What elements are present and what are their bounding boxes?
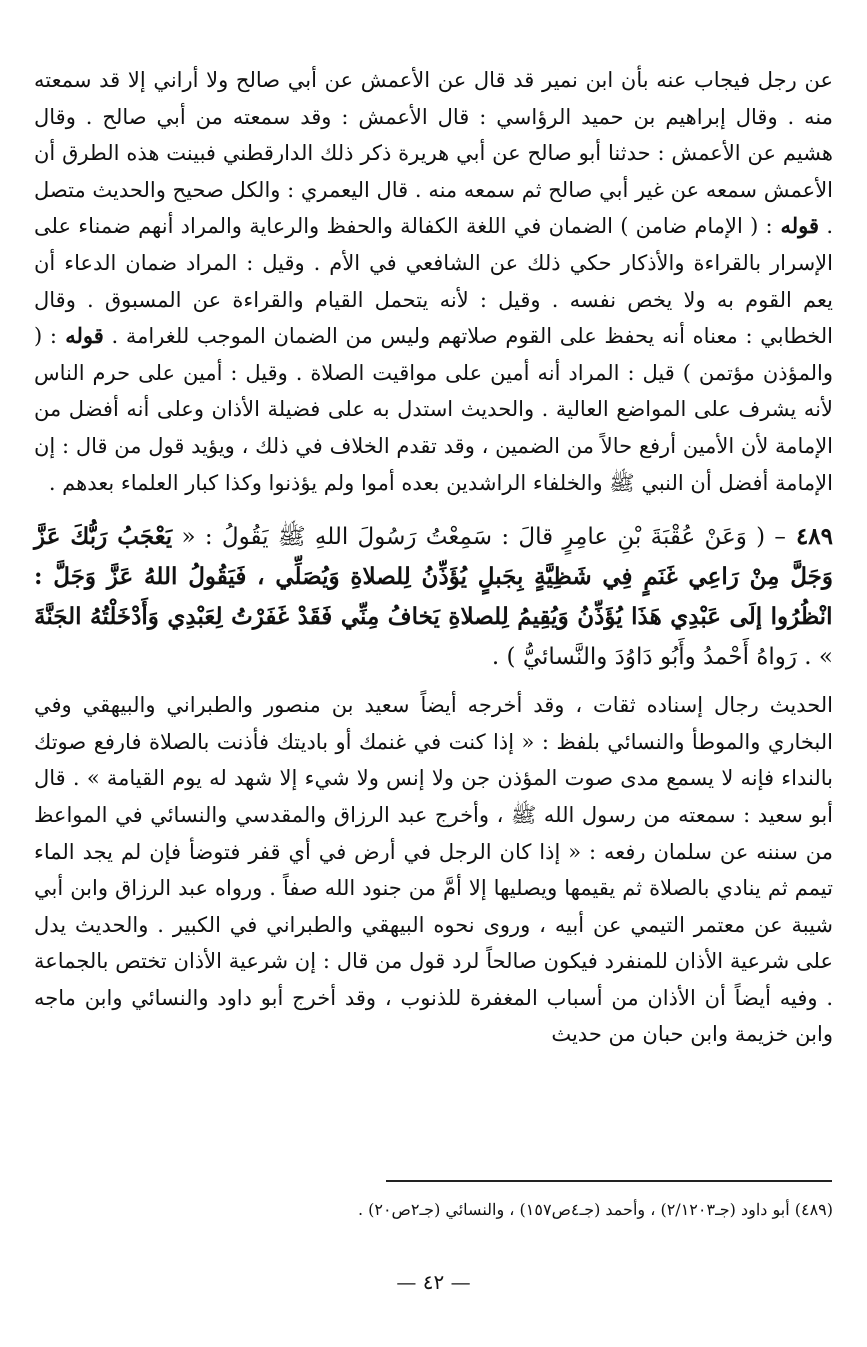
commentary-paragraph-2: الحديث رجال إسناده ثقات ، وقد أخرجه أيضاً سعيد بن منصور والطبراني والبيهقي وفي البخاري والموطأ والنسائي بلفظ : « إذا كنت في غنمك أو باديتك فأذنت بالصلاة فارفع صوتك بالنداء فإنه لا يسمع مدى صوت المؤذن جن ولا إنس ولا شيء إلا شهد له يوم القيامة » . قال أبو سعيد : سمعته من رسول الله ﷺ ، وأخرج عبد الرزاق والمقدسي والنسائي في المواعظ من سننه عن سلمان رفعه : « إذا كان الرجل في أرض في أي قفر فتوضأ فإن لم يجد الماء تيمم ثم ينادي بالصلاة ثم يقيمها ويصليها إلا أمَّ من جنود الله صفاً . ورواه عبد الرزاق وابن أبي شيبة عن معتمر التيمي عن أبيه ، وروى نحوه البيهقي والطبراني في الكبير . والحديث يدل على شرعية الأذان للمنفرد فيكون صالحاً لرد قول من قال : إن شرعية الأذان تختص بالجماعة . وفيه أيضاً أن الأذان من أسباب المغفرة للذنوب ، وقد أخرج أبو داود والنسائي وابن ماجه وابن خزيمة وابن حبان من حديث (34, 693, 833, 1047)
hadith-489 (34, 517, 833, 677)
line-2: سمعته منه . وقال إبراهيم بن حميد الرؤاسي : قال الأعمش : وقد سمعته من أبي صالح . (34, 68, 833, 129)
hadith-intro: – ( وَعَنْ عُقْبَةَ بْنِ عامِرٍ قالَ : سَمِعْتُ رَسُولَ اللهِ ﷺ يَقُولُ : « (172, 524, 786, 551)
imam-damin-text: : ( الإمام ضامن ) الضمان في اللغة الكفالة والحفظ والرعاية والمراد أنهم ضمناء على الإسرار بالقراءة والأذكار حكي ذلك عن الشافعي في الأم . وقيل : المراد ضمان الدعاء أن يعم القوم به ولا يخص نفسه . وقيل : لأنه يتحمل القيام والقراءة عن المسبوق . وقال الخطابي : معناه أنه يحفظ على القوم صلاتهم وليس من الضمان الموجب للغرامة . (34, 214, 833, 349)
hadith-text: يَعْجَبُ رَبُّكَ عَزَّ وَجَلَّ مِنْ رَاعِي غَنَمٍ فِي شَظِيَّةٍ بِجَبلٍ يُؤَذِّنُ لِلصلاةِ وَيُصَلِّي ، فَيَقُولُ اللهُ عَزَّ وَجَلَّ : انْظُرُوا إلَى عَبْدِي هَذَا يُؤَذِّنُ وَيُقِيمُ لِلصلاةِ يَخافُ مِنِّي فَقَدْ غَفَرْتُ لِعَبْدِي وَأَدْخَلْتُهُ الجَنَّةَ (34, 523, 833, 631)
muadhdhin-text: : ( والمؤذن مؤتمن ) قيل : المراد أنه أمين على مواقيت الصلاة . وقيل : أمين على حرم الناس لأنه يشرف على المواضع العالية . والحديث استدل به على فضيلة الأذان وعلى أنه أفضل من الإمامة لأن الأمين أرفع حالاً من الضمين ، وقد تقدم الخلاف في ذلك ، ويؤيد قول من قال : إن الإمامة أفضل أن النبي ﷺ والخلفاء الراشدين بعده أموا ولم يؤذنوا وكذا كبار العلماء بعدهم . (34, 324, 833, 495)
hadith-source: » . رَواهُ أَحْمدُ وأَبُو دَاوُدَ والنَّسائيُّ ) . (491, 644, 833, 671)
page-body (34, 62, 833, 1053)
line-5: والحديث متصل . (34, 177, 833, 239)
keyword-qawluhu-1: قوله (772, 213, 820, 239)
line-3: وقال هشيم عن الأعمش : حدثنا أبو صالح عن أبي هريرة ذكر ذلك الدارقطني فبينت (34, 104, 834, 166)
keyword-qawluhu-2: قوله (56, 323, 104, 349)
line-4: هذه الطرق أن الأعمش سمعه عن غير أبي صالح ثم سمعه منه . قال اليعمري : والكل صحيح (34, 141, 833, 202)
line-1: عن رجل فيجاب عنه بأن ابن نمير قد قال عن الأعمش عن أبي صالح ولا أراني إلا قد (91, 68, 833, 92)
commentary-paragraph-1 (34, 62, 833, 501)
page-number: — ٤٢ — (396, 1270, 471, 1294)
footnote-divider (386, 1180, 832, 1182)
hadith-number: ٤٨٩ (785, 523, 833, 551)
footnote: (٤٨٩) أبو داود (جـ٢/١٢٠٣) ، وأحمد (جـ٤ص١٥٧) ، والنسائي (جـ٢ص٢٠) . (357, 1200, 833, 1219)
